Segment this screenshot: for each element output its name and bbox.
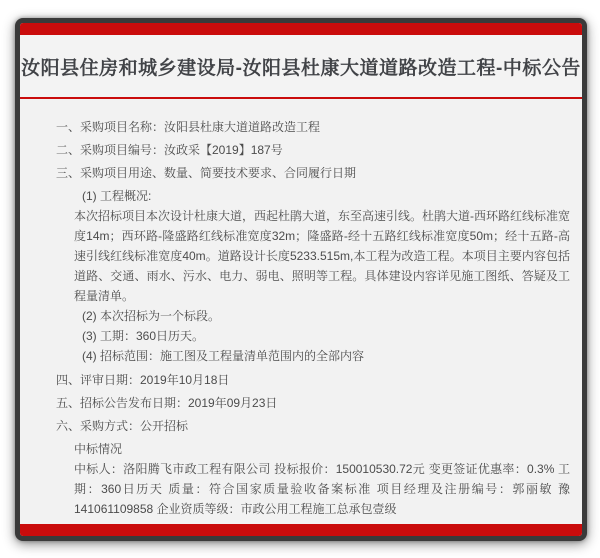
item-review-date: 四、评审日期：2019年10月18日 bbox=[56, 373, 230, 387]
title-band bbox=[20, 35, 582, 99]
top-accent-bar bbox=[20, 23, 582, 35]
item-duration: (3) 工期：360日历天。 bbox=[82, 329, 205, 343]
item-project-number: 二、采购项目编号：汝政采【2019】187号 bbox=[56, 143, 283, 157]
item-overview-label: (1) 工程概况: bbox=[82, 189, 152, 203]
page-title: 汝阳县住房和城乡建设局-汝阳县杜康大道道路改造工程-中标公告 bbox=[21, 57, 581, 79]
announcement-card bbox=[15, 18, 587, 541]
item-publish-date: 五、招标公告发布日期：2019年09月23日 bbox=[56, 396, 278, 410]
announcement-body bbox=[20, 99, 582, 519]
award-status-label: 中标情况 bbox=[74, 442, 123, 456]
item-bid-scope: (4) 招标范围：施工图及工程量清单范围内的全部内容 bbox=[82, 349, 365, 363]
item-project-usage: 三、采购项目用途、数量、简要技术要求、合同履行日期 bbox=[56, 166, 357, 180]
item-single-section: (2) 本次招标为一个标段。 bbox=[82, 309, 221, 323]
item-project-name: 一、采购项目名称：汝阳县杜康大道道路改造工程 bbox=[56, 120, 321, 134]
award-details-paragraph: 中标人：洛阳腾飞市政工程有限公司 投标报价：150010530.72元 变更签证优惠率：0.3% 工期：360日历天 质量：符合国家质量验收备案标准 项目经理及注册编号：郭丽敏 豫141061109858 企业资质等级：市政公用工程施工总承包壹级 bbox=[74, 462, 570, 516]
bottom-accent-bar bbox=[20, 524, 582, 536]
project-overview-paragraph: 本次招标项目本次设计杜康大道，西起杜鹃大道，东至高速引线。杜鹃大道-西环路红线标准宽度14m；西环路-隆盛路红线标准宽度32m；隆盛路-经十五路红线标准宽度50m；经十五路-高速引线红线标准宽度40m。道路设计长度5233.515m,本工程为改造工程。本项目主要内容包括道路、交通、雨水、污水、电力、弱电、照明等工程。具体建设内容详见施工图纸、答疑及工程量清单。 bbox=[74, 209, 570, 303]
item-procurement-method: 六、采购方式：公开招标 bbox=[56, 419, 189, 433]
